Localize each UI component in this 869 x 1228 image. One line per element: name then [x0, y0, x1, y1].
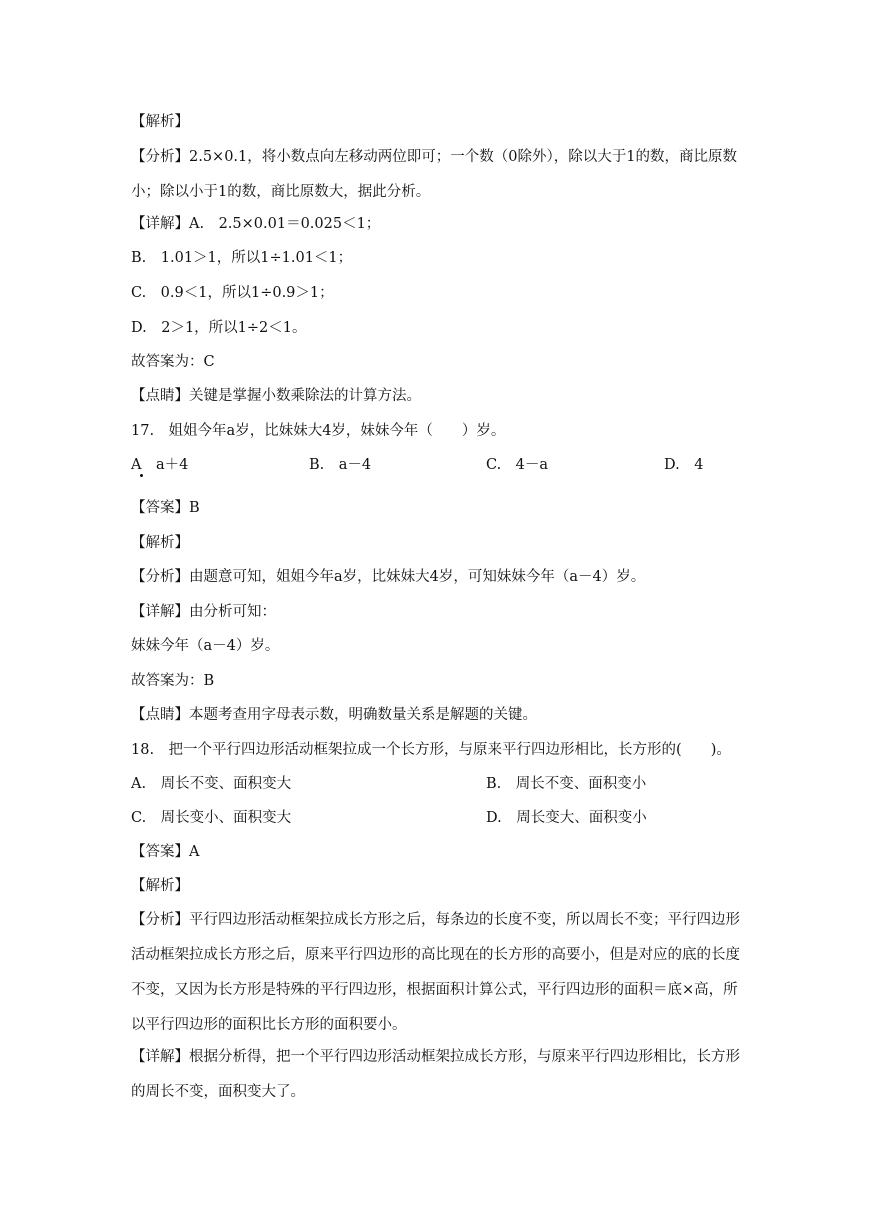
option-18-c: C. 周长变小、面积变大: [131, 810, 292, 826]
key-point-16: 【点睛】关键是掌握小数乘除法的计算方法。: [131, 388, 421, 404]
answer-heading-17: 【答案】B: [131, 500, 200, 516]
detail-line-b: B. 1.01＞1，所以1÷1.01＜1；: [131, 250, 353, 266]
jiexi-heading-17: 【解析】: [131, 535, 189, 551]
detail-17-line-2: 妹妹今年（a－4）岁。: [131, 638, 280, 654]
question-18: 18. 把一个平行四边形活动框架拉成一个长方形，与原来平行四边形相比，长方形的( )。: [131, 742, 731, 758]
option-17-b: B. a－4: [309, 457, 372, 473]
detail-line-c: C. 0.9＜1，所以1÷0.9＞1；: [131, 285, 334, 301]
option-17-a: A a＋4: [131, 457, 189, 473]
analysis-paragraph-18: 【分析】平行四边形活动框架拉成长方形之后，每条边的长度不变，所以周长不变；平行四边形活动框架拉成长方形之后，原来平行四边形的高比现在的长方形的高要小，但是对应的底的长度不变，又因为长方形是特殊的平行四边形，根据面积计算公式，平行四边形的面积＝底×高，所以平行四边形的面积比长方形的面积要小。: [131, 912, 740, 1033]
jiexi-heading-18: 【解析】: [131, 878, 189, 894]
key-point-17: 【点睛】本题考查用字母表示数，明确数量关系是解题的关键。: [131, 707, 537, 723]
option-18-a: A. 周长不变、面积变大: [131, 776, 292, 792]
answer-heading-18: 【答案】A: [131, 844, 200, 860]
option-17-c: C. 4－a: [486, 457, 549, 473]
option-17-d: D. 4: [664, 457, 704, 473]
analysis-17: 【分析】由题意可知，姐姐今年a岁，比妹妹大4岁，可知妹妹今年（a－4）岁。: [131, 569, 646, 585]
detail-paragraph-18: 【详解】根据分析得，把一个平行四边形活动框架拉成长方形，与原来平行四边形相比，长方形的周长不变，面积变大了。: [131, 1049, 740, 1100]
analysis-paragraph-16: 【分析】2.5×0.1，将小数点向左移动两位即可；一个数（0除外），除以大于1的数，商比原数小；除以小于1的数，商比原数大，据此分析。: [131, 149, 737, 200]
jiexi-heading-16: 【解析】: [131, 114, 189, 130]
detail-17-line-1: 【详解】由分析可知：: [131, 604, 276, 620]
option-18-b: B. 周长不变、面积变小: [486, 776, 647, 792]
answer-statement-17: 故答案为：B: [131, 673, 215, 689]
detail-line-a: 【详解】A. 2.5×0.01＝0.025＜1；: [131, 216, 381, 232]
detail-line-d: D. 2＞1，所以1÷2＜1。: [131, 320, 307, 336]
punctuation-dot: [140, 474, 143, 477]
question-17: 17. 姐姐今年a岁，比妹妹大4岁，妹妹今年（ ）岁。: [131, 423, 506, 439]
answer-statement-16: 故答案为：C: [131, 354, 215, 370]
option-18-d: D. 周长变大、面积变小: [486, 810, 647, 826]
